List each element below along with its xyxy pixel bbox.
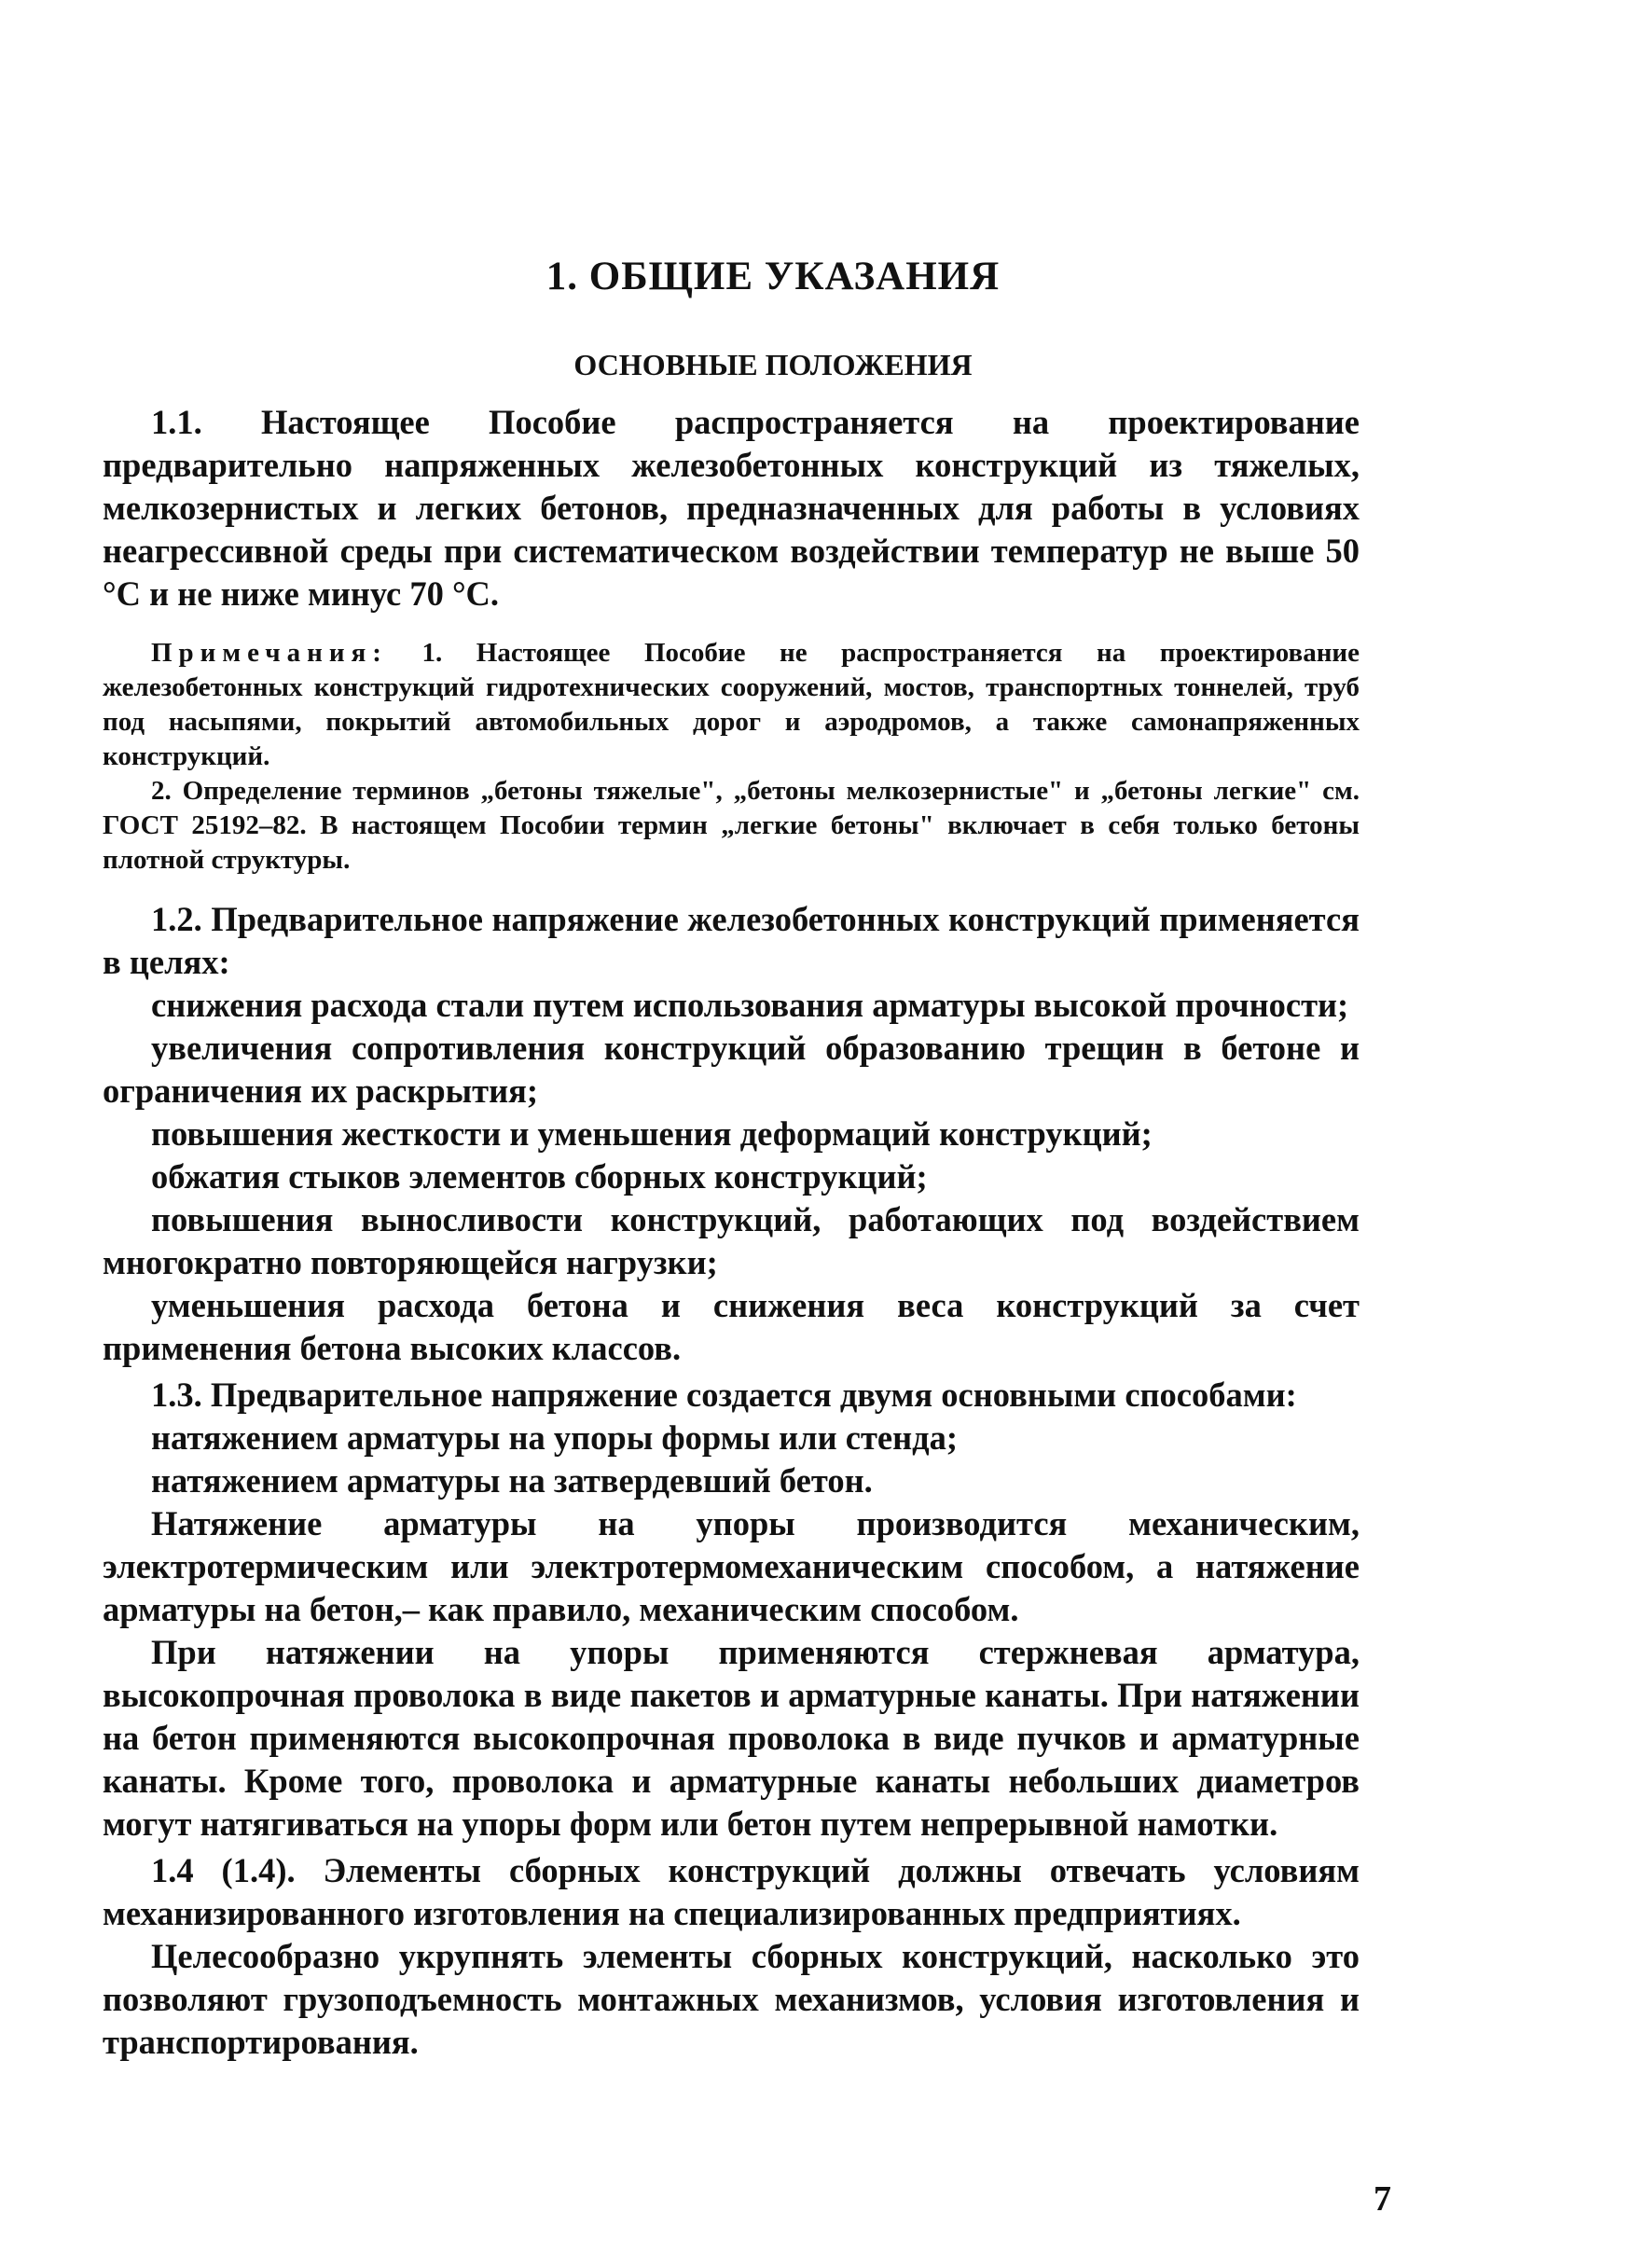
- notes-label: Примечания:: [151, 638, 388, 668]
- paragraph-number: 1.2.: [151, 900, 202, 938]
- paragraph-text: Натяжение арматуры на упоры производится механическим, электротермическим или электротермомеханическим способом, а натяжение арматуры на бетон,– как правило, механическим способом.: [103, 1504, 1360, 1628]
- list-item: натяжением арматуры на затвердевший бетон.: [151, 1461, 873, 1500]
- paragraph-number: 1.1.: [151, 403, 202, 441]
- list-item: уменьшения расхода бетона и снижения веса конструкций за счет применения бетона высоких классов.: [103, 1286, 1360, 1367]
- list-item: снижения расхода стали путем использования арматуры высокой прочности;: [151, 986, 1349, 1024]
- paragraph-1-3: [103, 1374, 1360, 1417]
- paragraph-text: Настоящее Пособие распространяется на проектирование предварительно напряженных железобетонных конструкций из тяжелых, мелкозернистых и легких бетонов, предназначенных для работы в условиях неагрессивной среды при систематическом воздействии температур не выше 50 °С и не ниже минус 70 °С.: [103, 403, 1360, 613]
- paragraph-number: 1.3.: [151, 1376, 202, 1414]
- list-item: обжатия стыков элементов сборных конструкций;: [151, 1157, 928, 1196]
- list-item: повышения жесткости и уменьшения деформаций конструкций;: [151, 1114, 1153, 1153]
- document-page: [103, 254, 1360, 2064]
- notes-block: [103, 636, 1360, 878]
- page-number: 7: [1374, 2179, 1391, 2219]
- list-item: повышения выносливости конструкций, работающих под воздействием многократно повторяющейся нагрузки;: [103, 1200, 1360, 1281]
- note-1-text: 1. Настоящее Пособие не распространяется на проектирование железобетонных конструкций гидротехнических сооружений, мостов, транспортных тоннелей, труб под насыпями, покрытий автомобильных дорог и аэродромов, а также самонапряженных конструкций.: [103, 638, 1360, 771]
- paragraph-number: 1.4 (1.4).: [151, 1851, 296, 1889]
- list-item: увеличения сопротивления конструкций образованию трещин в бетоне и ограничения их раскрытия;: [103, 1029, 1360, 1110]
- paragraph-1-2: [103, 898, 1360, 984]
- list-item: натяжением арматуры на упоры формы или стенда;: [151, 1418, 958, 1457]
- paragraph-1-4: [103, 1849, 1360, 1935]
- paragraph-text: Предварительное напряжение создается двумя основными способами:: [210, 1376, 1297, 1414]
- paragraph-text: Элементы сборных конструкций должны отвечать условиям механизированного изготовления на специализированных предприятиях.: [103, 1851, 1360, 1932]
- section-title: ОСНОВНЫЕ ПОЛОЖЕНИЯ: [573, 348, 973, 381]
- note-2: 2. Определение терминов „бетоны тяжелые", „бетоны мелкозернистые" и „бетоны легкие" см. ГОСТ 25192–82. В настоящем Пособии термин „легкие бетоны" включает в себя только бетоны плотной структуры.: [103, 776, 1360, 875]
- chapter-title: 1. ОБЩИЕ УКАЗАНИЯ: [545, 255, 1001, 298]
- paragraph-1-1: [103, 401, 1360, 615]
- paragraph-text: При натяжении на упоры применяются стержневая арматура, высокопрочная проволока в виде пакетов и арматурные канаты. При натяжении на бетон применяются высокопрочная проволока в виде пучков и арматурные канаты. Кроме того, проволока и арматурные канаты небольших диаметров могут натягиваться на упоры форм или бетон путем непрерывной намотки.: [103, 1633, 1360, 1843]
- paragraph-text: Целесообразно укрупнять элементы сборных конструкций, насколько это позволяют грузоподъемность монтажных механизмов, условия изготовления и транспортирования.: [103, 1937, 1360, 2061]
- paragraph-text: Предварительное напряжение железобетонных конструкций применяется в целях:: [103, 900, 1360, 981]
- note-1: [103, 636, 1360, 774]
